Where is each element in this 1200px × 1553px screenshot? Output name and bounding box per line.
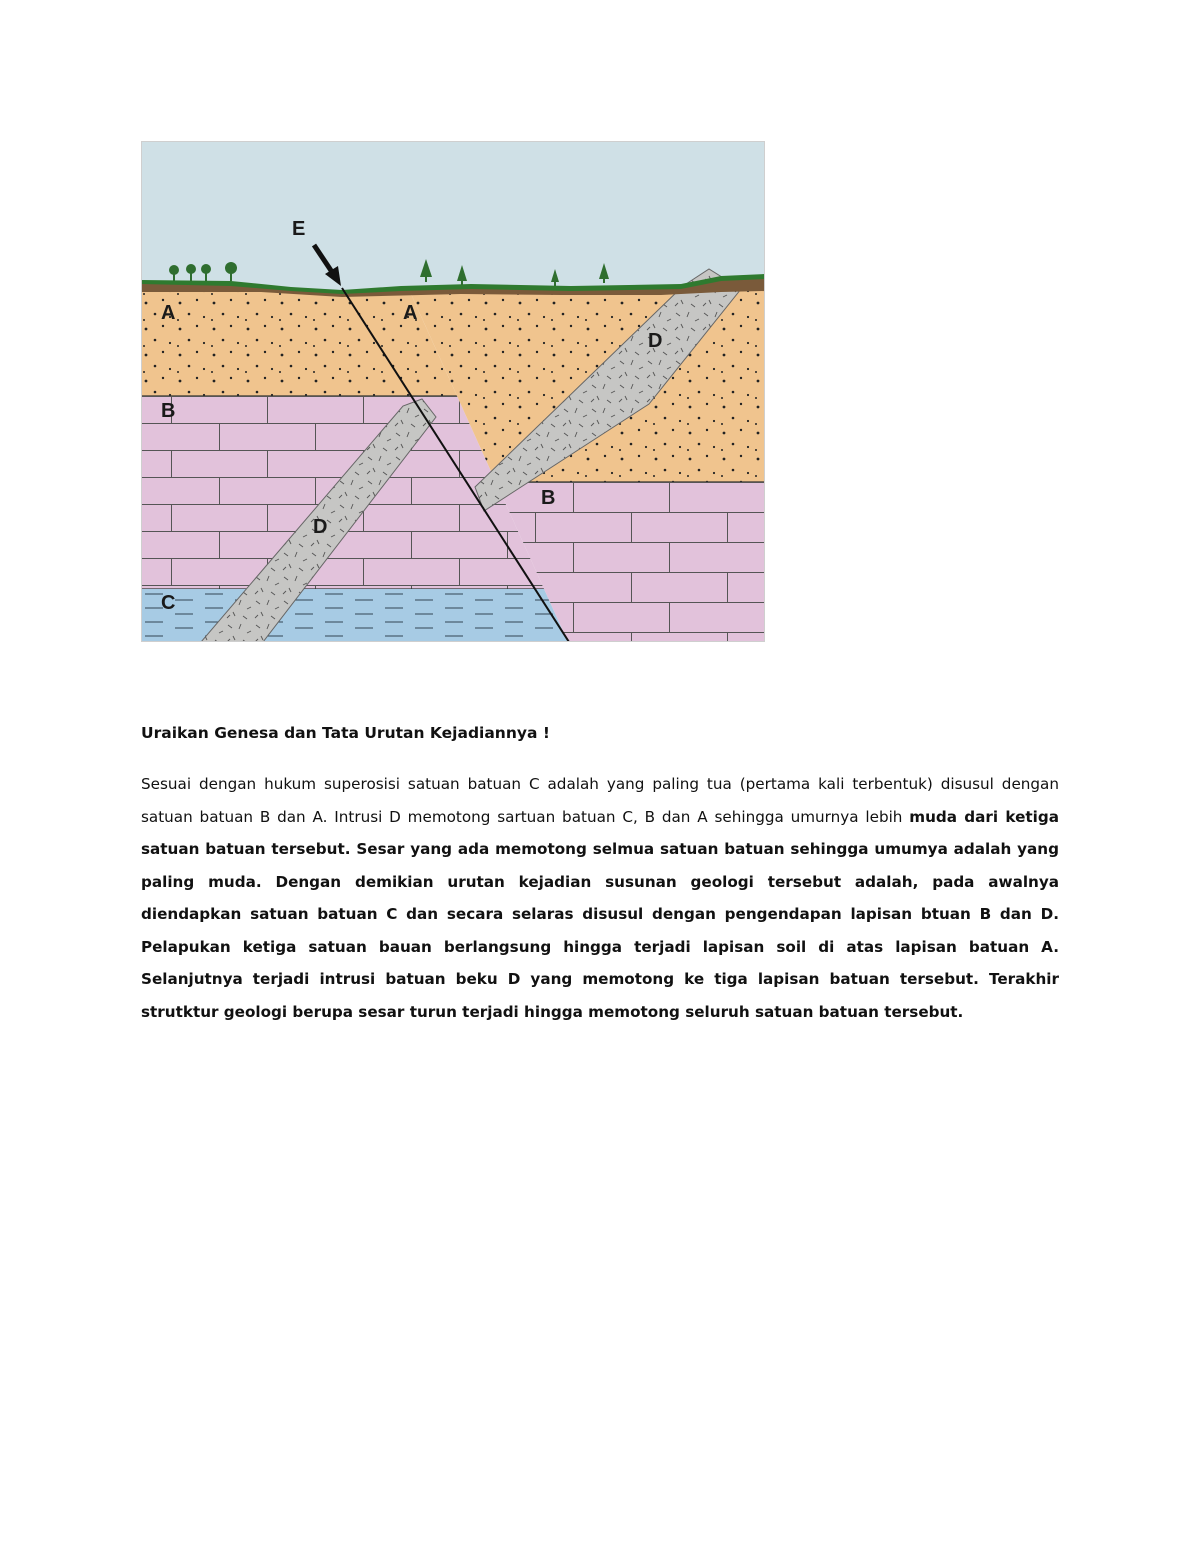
geology-cross-section-figure — [141, 141, 765, 642]
label-b-left: B — [161, 400, 176, 422]
label-a-left: A — [161, 302, 176, 324]
label-b-right: B — [541, 487, 556, 509]
question-heading: Uraikan Genesa dan Tata Urutan Kejadiannya ! — [141, 724, 550, 742]
label-d-lower: D — [313, 516, 328, 538]
label-e: E — [292, 218, 306, 240]
answer-paragraph-part1: Sesuai dengan hukum superosisi satuan batuan C adalah yang paling tua (pertama kali terbentuk) disusul dengan satuan batuan B dan A. Intrusi D memotong sartuan batuan C, B dan A sehingga umurnya lebih — [141, 775, 1059, 826]
answer-paragraph — [141, 768, 1059, 1028]
label-a-right: A — [403, 302, 418, 324]
label-d-upper: D — [648, 330, 663, 352]
label-c: C — [161, 592, 176, 614]
answer-paragraph-part2: muda dari ketiga satuan batuan tersebut. Sesar yang ada memotong selmua satuan batuan sehingga umumya adalah yang paling muda. Dengan demikian urutan kejadian susunan geologi tersebut adalah, pada awalnya diendapkan satuan batuan C dan secara selaras disusul dengan pengendapan lapisan btuan B dan D. Pelapukan ketiga satuan bauan berlangsung hingga terjadi lapisan soil di atas lapisan batuan A. Selanjutnya terjadi intrusi batuan beku D yang memotong ke tiga lapisan batuan tersebut. Terakhir strutktur geologi berupa sesar turun terjadi hingga memotong seluruh satuan batuan tersebut. — [141, 807, 1059, 1021]
